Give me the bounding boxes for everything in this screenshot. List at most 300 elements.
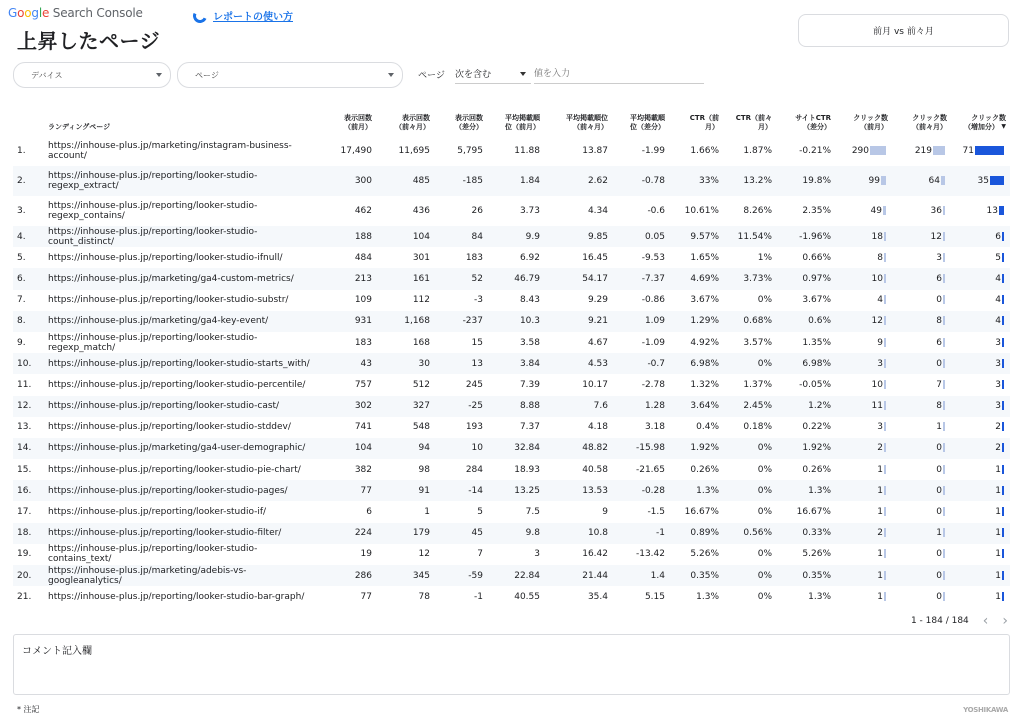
table-row[interactable] bbox=[13, 586, 1010, 607]
column-header[interactable]: 平均掲載順 位（前月） bbox=[505, 114, 540, 131]
click-value: 8 bbox=[877, 252, 883, 263]
click-value: 1 bbox=[936, 528, 942, 539]
column-header[interactable] bbox=[13, 108, 44, 136]
match-operator-value: 次を含む bbox=[455, 70, 492, 80]
metric-cell: 0.22% bbox=[802, 422, 831, 433]
page-search-label: ページ bbox=[418, 71, 445, 81]
click-bar bbox=[884, 253, 886, 262]
row-number: 6. bbox=[13, 268, 44, 289]
row-number: 15. bbox=[17, 464, 32, 475]
row-number: 19. bbox=[17, 549, 32, 560]
row-number: 18. bbox=[13, 523, 44, 544]
metric-cell: 484 bbox=[354, 252, 372, 263]
landing-page-url: https://inhouse-plus.jp/marketing/instagram-business-account/ bbox=[48, 141, 292, 161]
click-bar-cell bbox=[835, 586, 892, 607]
metric-cell: 5.15 bbox=[644, 591, 665, 602]
click-bar-cell bbox=[835, 196, 892, 226]
metric-cell: 7.5 bbox=[525, 507, 540, 518]
metric-cell: -0.78 bbox=[612, 166, 669, 196]
row-number: 8. bbox=[13, 311, 44, 332]
metric-cell: 224 bbox=[324, 523, 376, 544]
click-bar-cell bbox=[835, 565, 892, 586]
column-header[interactable]: 表示回数 （前月） bbox=[344, 114, 372, 131]
landing-page-url: https://inhouse-plus.jp/reporting/looker-studio-pages/ bbox=[44, 480, 324, 501]
click-bar bbox=[884, 401, 886, 410]
metric-cell: 512 bbox=[412, 379, 430, 390]
caret-down-icon bbox=[156, 73, 162, 77]
metric-cell: 9.57% bbox=[669, 226, 723, 247]
metric-cell: 40.58 bbox=[582, 464, 608, 475]
metric-cell: 9.8 bbox=[487, 523, 544, 544]
page-filter-dropdown[interactable] bbox=[177, 62, 403, 88]
click-bar-cell bbox=[835, 166, 892, 196]
metric-cell: 168 bbox=[412, 337, 430, 348]
metric-cell: 78 bbox=[418, 591, 430, 602]
click-value: 6 bbox=[936, 273, 942, 284]
metric-cell: 8.26% bbox=[743, 206, 772, 216]
row-number: 1. bbox=[17, 146, 26, 156]
metric-cell: 26 bbox=[471, 206, 483, 216]
table-row[interactable] bbox=[13, 290, 1010, 311]
metric-cell: 12 bbox=[418, 549, 430, 560]
click-bar-cell bbox=[951, 480, 1010, 501]
table-row[interactable] bbox=[13, 501, 1010, 522]
click-bar-cell bbox=[951, 290, 1010, 311]
click-value: 3 bbox=[995, 379, 1001, 390]
metric-cell: 183 bbox=[354, 337, 372, 348]
click-bar bbox=[943, 380, 945, 389]
click-bar bbox=[943, 295, 945, 304]
metric-cell: 22.84 bbox=[487, 565, 544, 586]
table-row[interactable] bbox=[13, 332, 1010, 353]
date-compare-label: 前月 vs 前々月 bbox=[873, 27, 934, 37]
metric-cell: 13.53 bbox=[544, 480, 612, 501]
device-filter-dropdown[interactable] bbox=[13, 62, 171, 88]
click-bar bbox=[943, 359, 945, 368]
click-bar bbox=[884, 549, 886, 558]
row-number: 11. bbox=[17, 379, 32, 390]
metric-cell: 188 bbox=[324, 226, 376, 247]
metric-cell: -21.65 bbox=[635, 464, 665, 475]
metric-cell: -0.6 bbox=[647, 206, 665, 216]
landing-page-url: https://inhouse-plus.jp/marketing/ga4-custom-metrics/ bbox=[44, 268, 324, 289]
metric-cell: 7.6 bbox=[544, 396, 612, 417]
metric-cell: 5,795 bbox=[457, 146, 483, 156]
metric-cell: 16.42 bbox=[582, 549, 608, 560]
metric-cell: 10 bbox=[434, 438, 487, 459]
metric-cell: 0% bbox=[757, 507, 772, 518]
metric-cell: -0.05% bbox=[799, 379, 831, 390]
column-header[interactable]: クリック数 （増加分） ▼ bbox=[963, 114, 1006, 131]
click-bar-cell bbox=[951, 565, 1010, 586]
click-bar bbox=[883, 206, 886, 215]
column-header[interactable]: 表示回数 （前々月） bbox=[395, 114, 430, 131]
table-row[interactable] bbox=[13, 374, 1010, 395]
column-header[interactable]: クリック数 （前々月） bbox=[912, 114, 947, 131]
match-operator-select[interactable] bbox=[455, 64, 531, 84]
page-value-input[interactable] bbox=[534, 64, 704, 84]
landing-page-url: https://inhouse-plus.jp/reporting/looker-studio-substr/ bbox=[48, 295, 289, 306]
click-bar-cell bbox=[835, 311, 892, 332]
table-row[interactable] bbox=[13, 417, 1010, 438]
landing-page-url: https://inhouse-plus.jp/reporting/looker-studio-bar-graph/ bbox=[48, 591, 305, 602]
click-bar-cell bbox=[835, 374, 892, 395]
metric-cell: 1.3% bbox=[808, 591, 831, 602]
click-bar bbox=[943, 422, 945, 431]
table-row[interactable] bbox=[13, 196, 1010, 226]
metric-cell: 301 bbox=[412, 252, 430, 263]
metric-cell: 16.45 bbox=[582, 252, 608, 263]
metric-cell: 213 bbox=[324, 268, 376, 289]
click-bar bbox=[943, 443, 945, 452]
click-bar-cell bbox=[835, 459, 892, 480]
column-header[interactable]: 平均掲載順位 （前々月） bbox=[566, 114, 608, 131]
metric-cell: -1.09 bbox=[641, 337, 665, 348]
metric-cell: 3.57% bbox=[743, 337, 772, 348]
row-number: 7. bbox=[17, 295, 26, 306]
click-bar-cell bbox=[892, 290, 951, 311]
click-value: 8 bbox=[936, 316, 942, 327]
click-bar-cell bbox=[892, 166, 951, 196]
metric-cell: 3 bbox=[534, 549, 540, 560]
metric-cell: 8.43 bbox=[519, 295, 540, 306]
click-bar bbox=[943, 253, 945, 262]
metric-cell: 9.21 bbox=[544, 311, 612, 332]
metric-cell: 0.35% bbox=[669, 565, 723, 586]
click-bar bbox=[1002, 274, 1004, 283]
row-number: 2. bbox=[13, 166, 44, 196]
click-bar-cell bbox=[892, 332, 951, 353]
click-value: 1 bbox=[936, 422, 942, 433]
landing-page-url: https://inhouse-plus.jp/reporting/looker-studio-ifnull/ bbox=[48, 252, 283, 263]
click-bar bbox=[1002, 422, 1004, 431]
prev-page-icon[interactable]: ‹ bbox=[982, 613, 989, 629]
next-page-icon[interactable]: › bbox=[1002, 613, 1008, 629]
metric-cell: -0.28 bbox=[612, 480, 669, 501]
click-bar bbox=[1002, 571, 1004, 580]
metric-cell: 11.88 bbox=[514, 146, 540, 156]
metric-cell: 77 bbox=[324, 480, 376, 501]
metric-cell: 548 bbox=[412, 422, 430, 433]
metric-cell: -1.99 bbox=[641, 146, 665, 156]
click-value: 0 bbox=[936, 443, 942, 454]
metric-cell: 4.69% bbox=[669, 268, 723, 289]
page-filter-label: ページ bbox=[195, 70, 219, 80]
metric-cell: 7.37 bbox=[519, 422, 540, 433]
click-bar bbox=[943, 528, 945, 537]
click-value: 49 bbox=[870, 206, 882, 216]
metric-cell: -14 bbox=[434, 480, 487, 501]
metric-cell: 104 bbox=[324, 438, 376, 459]
metric-cell: 345 bbox=[376, 565, 434, 586]
click-value: 3 bbox=[877, 422, 883, 433]
metric-cell: -1 bbox=[474, 591, 483, 602]
metric-cell: -1.5 bbox=[647, 507, 665, 518]
click-value: 12 bbox=[930, 231, 942, 242]
metric-cell: 2.45% bbox=[723, 396, 776, 417]
metric-cell: 7 bbox=[477, 549, 483, 560]
metric-cell: 17,490 bbox=[340, 146, 372, 156]
metric-cell: 1.3% bbox=[696, 591, 719, 602]
metric-cell: 302 bbox=[324, 396, 376, 417]
click-bar bbox=[884, 359, 886, 368]
click-value: 11 bbox=[871, 401, 883, 412]
metric-cell: 9.85 bbox=[544, 226, 612, 247]
metric-cell: 4.18 bbox=[587, 422, 608, 433]
row-number: 14. bbox=[13, 438, 44, 459]
comment-textarea[interactable] bbox=[13, 634, 1010, 695]
metric-cell: 3.64% bbox=[669, 396, 723, 417]
metric-cell: 284 bbox=[465, 464, 483, 475]
comment-label: コメント記入欄 bbox=[22, 646, 92, 657]
click-value: 1 bbox=[995, 570, 1001, 581]
metric-cell: 1.84 bbox=[487, 166, 544, 196]
date-compare-selector[interactable] bbox=[798, 14, 1009, 47]
metric-cell: 10.8 bbox=[544, 523, 612, 544]
click-bar bbox=[943, 316, 945, 325]
click-bar-cell bbox=[835, 501, 892, 522]
click-bar bbox=[943, 465, 945, 474]
metric-cell: 45 bbox=[434, 523, 487, 544]
click-bar bbox=[943, 338, 945, 347]
metric-cell: 5 bbox=[477, 507, 483, 518]
column-header[interactable]: ランディングページ bbox=[48, 123, 111, 131]
click-value: 4 bbox=[995, 295, 1001, 306]
metric-cell: 35.4 bbox=[587, 591, 608, 602]
metric-cell: 11.54% bbox=[723, 226, 776, 247]
table-row[interactable] bbox=[13, 480, 1010, 501]
metric-cell: 16.67% bbox=[684, 507, 719, 518]
click-bar bbox=[943, 274, 945, 283]
metric-cell: 0% bbox=[723, 480, 776, 501]
click-value: 5 bbox=[995, 252, 1001, 263]
table-row[interactable] bbox=[13, 565, 1010, 586]
table-row[interactable] bbox=[13, 523, 1010, 544]
metric-cell: 3.58 bbox=[519, 337, 540, 348]
click-bar-cell bbox=[892, 311, 951, 332]
landing-page-url: https://inhouse-plus.jp/reporting/looker-studio-filter/ bbox=[44, 523, 324, 544]
column-header[interactable]: 表示回数 （差分） bbox=[455, 114, 483, 131]
metric-cell: 0.33% bbox=[776, 523, 835, 544]
click-bar bbox=[884, 592, 886, 601]
click-bar-cell bbox=[951, 374, 1010, 395]
metric-cell: 0% bbox=[757, 295, 772, 306]
click-bar bbox=[884, 274, 886, 283]
landing-page-url: https://inhouse-plus.jp/reporting/looker-studio-regexp_match/ bbox=[48, 332, 258, 353]
metric-cell: 3.73% bbox=[723, 268, 776, 289]
click-bar-cell bbox=[892, 247, 951, 268]
metric-cell: 3.84 bbox=[487, 353, 544, 374]
click-value: 0 bbox=[936, 295, 942, 306]
metric-cell: 4.92% bbox=[690, 337, 719, 348]
metric-cell: 0% bbox=[723, 565, 776, 586]
click-value: 4 bbox=[995, 316, 1001, 327]
report-help-link[interactable] bbox=[193, 8, 293, 23]
table-row[interactable] bbox=[13, 544, 1010, 565]
metric-cell: 15 bbox=[471, 337, 483, 348]
metric-cell: -25 bbox=[434, 396, 487, 417]
google-search-console-logo: Google Search Console bbox=[8, 6, 143, 20]
column-header[interactable]: CTR（前 月） bbox=[689, 114, 719, 131]
column-header[interactable]: 平均掲載順 位（差分） bbox=[630, 114, 665, 131]
metric-cell: -185 bbox=[434, 166, 487, 196]
metric-cell: 4.53 bbox=[544, 353, 612, 374]
click-bar bbox=[943, 571, 945, 580]
click-bar-cell bbox=[892, 226, 951, 247]
landing-page-url: https://inhouse-plus.jp/reporting/looker-studio-cast/ bbox=[44, 396, 324, 417]
column-header[interactable]: クリック数 （前月） bbox=[853, 114, 888, 131]
metric-cell: 436 bbox=[412, 206, 430, 216]
click-bar-cell bbox=[892, 396, 951, 417]
click-value: 1 bbox=[877, 464, 883, 475]
metric-cell: 48.82 bbox=[544, 438, 612, 459]
metric-cell: 931 bbox=[324, 311, 376, 332]
row-number: 21. bbox=[17, 591, 32, 602]
metric-cell: 13.25 bbox=[487, 480, 544, 501]
landing-page-url: https://inhouse-plus.jp/reporting/looker-studio-percentile/ bbox=[48, 379, 306, 390]
click-value: 36 bbox=[930, 206, 942, 216]
click-bar-cell bbox=[835, 480, 892, 501]
click-value: 9 bbox=[877, 337, 883, 348]
metric-cell: -9.53 bbox=[641, 252, 665, 263]
click-bar bbox=[1002, 443, 1004, 452]
click-bar-cell bbox=[835, 417, 892, 438]
click-bar bbox=[884, 380, 886, 389]
metric-cell: 0% bbox=[757, 549, 772, 560]
click-value: 6 bbox=[936, 337, 942, 348]
click-bar-cell bbox=[835, 247, 892, 268]
metric-cell: 19 bbox=[360, 549, 372, 560]
metric-cell: 1.29% bbox=[669, 311, 723, 332]
row-number: 9. bbox=[17, 337, 26, 348]
metric-cell: -7.37 bbox=[612, 268, 669, 289]
metric-cell: -3 bbox=[474, 295, 483, 306]
metric-cell: 4.34 bbox=[587, 206, 608, 216]
click-bar bbox=[1002, 380, 1004, 389]
metric-cell: 245 bbox=[465, 379, 483, 390]
click-value: 2 bbox=[877, 528, 883, 539]
metric-cell: 19.8% bbox=[776, 166, 835, 196]
metric-cell: 104 bbox=[376, 226, 434, 247]
landing-page-url: https://inhouse-plus.jp/reporting/looker-studio-count_distinct/ bbox=[44, 226, 324, 247]
metric-cell: 1% bbox=[757, 252, 772, 263]
click-value: 2 bbox=[995, 422, 1001, 433]
metric-cell: 94 bbox=[376, 438, 434, 459]
table-row[interactable] bbox=[13, 311, 1010, 332]
metric-cell: 9.29 bbox=[587, 295, 608, 306]
click-bar-cell bbox=[951, 247, 1010, 268]
metric-cell: 3.67% bbox=[690, 295, 719, 306]
pagination-range: 1 - 184 / 184 bbox=[910, 616, 969, 626]
click-value: 1 bbox=[877, 591, 883, 602]
metric-cell: 300 bbox=[324, 166, 376, 196]
metric-cell: 9.9 bbox=[487, 226, 544, 247]
click-bar bbox=[884, 422, 886, 431]
metric-cell: 193 bbox=[465, 422, 483, 433]
click-bar bbox=[943, 549, 945, 558]
click-value: 18 bbox=[871, 231, 883, 242]
click-bar-cell bbox=[835, 332, 892, 353]
metric-cell: 33% bbox=[669, 166, 723, 196]
metric-cell: 1 bbox=[424, 507, 430, 518]
metric-cell: -1 bbox=[612, 523, 669, 544]
metric-cell: 485 bbox=[376, 166, 434, 196]
metric-cell: 1.65% bbox=[690, 252, 719, 263]
click-bar-cell bbox=[892, 136, 951, 166]
click-bar-cell bbox=[951, 268, 1010, 289]
click-value: 4 bbox=[995, 273, 1001, 284]
click-bar bbox=[943, 507, 945, 516]
metric-cell: 1.92% bbox=[776, 438, 835, 459]
click-bar-cell bbox=[951, 417, 1010, 438]
table-row[interactable] bbox=[13, 226, 1010, 247]
landing-page-url: https://inhouse-plus.jp/marketing/ga4-user-demographic/ bbox=[44, 438, 324, 459]
table-row[interactable] bbox=[13, 136, 1010, 166]
metric-cell: 84 bbox=[434, 226, 487, 247]
click-bar bbox=[990, 176, 1004, 185]
table-row[interactable] bbox=[13, 353, 1010, 374]
help-circle-icon bbox=[191, 7, 209, 25]
click-bar bbox=[1002, 338, 1004, 347]
metric-cell: 1.92% bbox=[669, 438, 723, 459]
table-row[interactable] bbox=[13, 396, 1010, 417]
click-bar bbox=[884, 338, 886, 347]
click-value: 35 bbox=[977, 176, 989, 186]
table-row[interactable] bbox=[13, 268, 1010, 289]
metric-cell: -0.21% bbox=[799, 146, 831, 156]
click-bar bbox=[933, 146, 945, 155]
click-bar bbox=[1002, 295, 1004, 304]
help-link-label: レポートの使い方 bbox=[213, 12, 293, 23]
metric-cell: 1.09 bbox=[612, 311, 669, 332]
click-bar bbox=[943, 592, 945, 601]
table-row[interactable] bbox=[13, 247, 1010, 268]
metric-cell: 52 bbox=[434, 268, 487, 289]
click-bar bbox=[1002, 401, 1004, 410]
table-row[interactable] bbox=[13, 459, 1010, 480]
metric-cell: 0% bbox=[757, 464, 772, 475]
metric-cell: 13 bbox=[434, 353, 487, 374]
metric-cell: 327 bbox=[376, 396, 434, 417]
column-header[interactable]: サイトCTR （差分） bbox=[795, 114, 831, 131]
metric-cell: 7.39 bbox=[519, 379, 540, 390]
click-bar-cell bbox=[892, 480, 951, 501]
click-bar bbox=[1002, 359, 1004, 368]
metric-cell: 4.67 bbox=[587, 337, 608, 348]
click-bar-cell bbox=[892, 268, 951, 289]
metric-cell: -1.96% bbox=[776, 226, 835, 247]
row-number: 3. bbox=[17, 206, 26, 216]
column-header[interactable]: CTR（前々 月） bbox=[735, 114, 772, 131]
metric-cell: 6.98% bbox=[776, 353, 835, 374]
click-bar-cell bbox=[892, 417, 951, 438]
click-value: 8 bbox=[936, 401, 942, 412]
metric-cell: 286 bbox=[324, 565, 376, 586]
click-bar bbox=[1002, 507, 1004, 516]
click-bar-cell bbox=[892, 196, 951, 226]
metric-cell: 1.87% bbox=[743, 146, 772, 156]
table-row[interactable] bbox=[13, 166, 1010, 196]
click-value: 0 bbox=[936, 358, 942, 369]
click-value: 2 bbox=[877, 443, 883, 454]
click-value: 3 bbox=[995, 337, 1001, 348]
metric-cell: 0.35% bbox=[776, 565, 835, 586]
click-value: 4 bbox=[877, 295, 883, 306]
device-filter-label: デバイス bbox=[31, 70, 63, 80]
click-value: 3 bbox=[995, 358, 1001, 369]
row-number: 16. bbox=[13, 480, 44, 501]
table-row[interactable] bbox=[13, 438, 1010, 459]
